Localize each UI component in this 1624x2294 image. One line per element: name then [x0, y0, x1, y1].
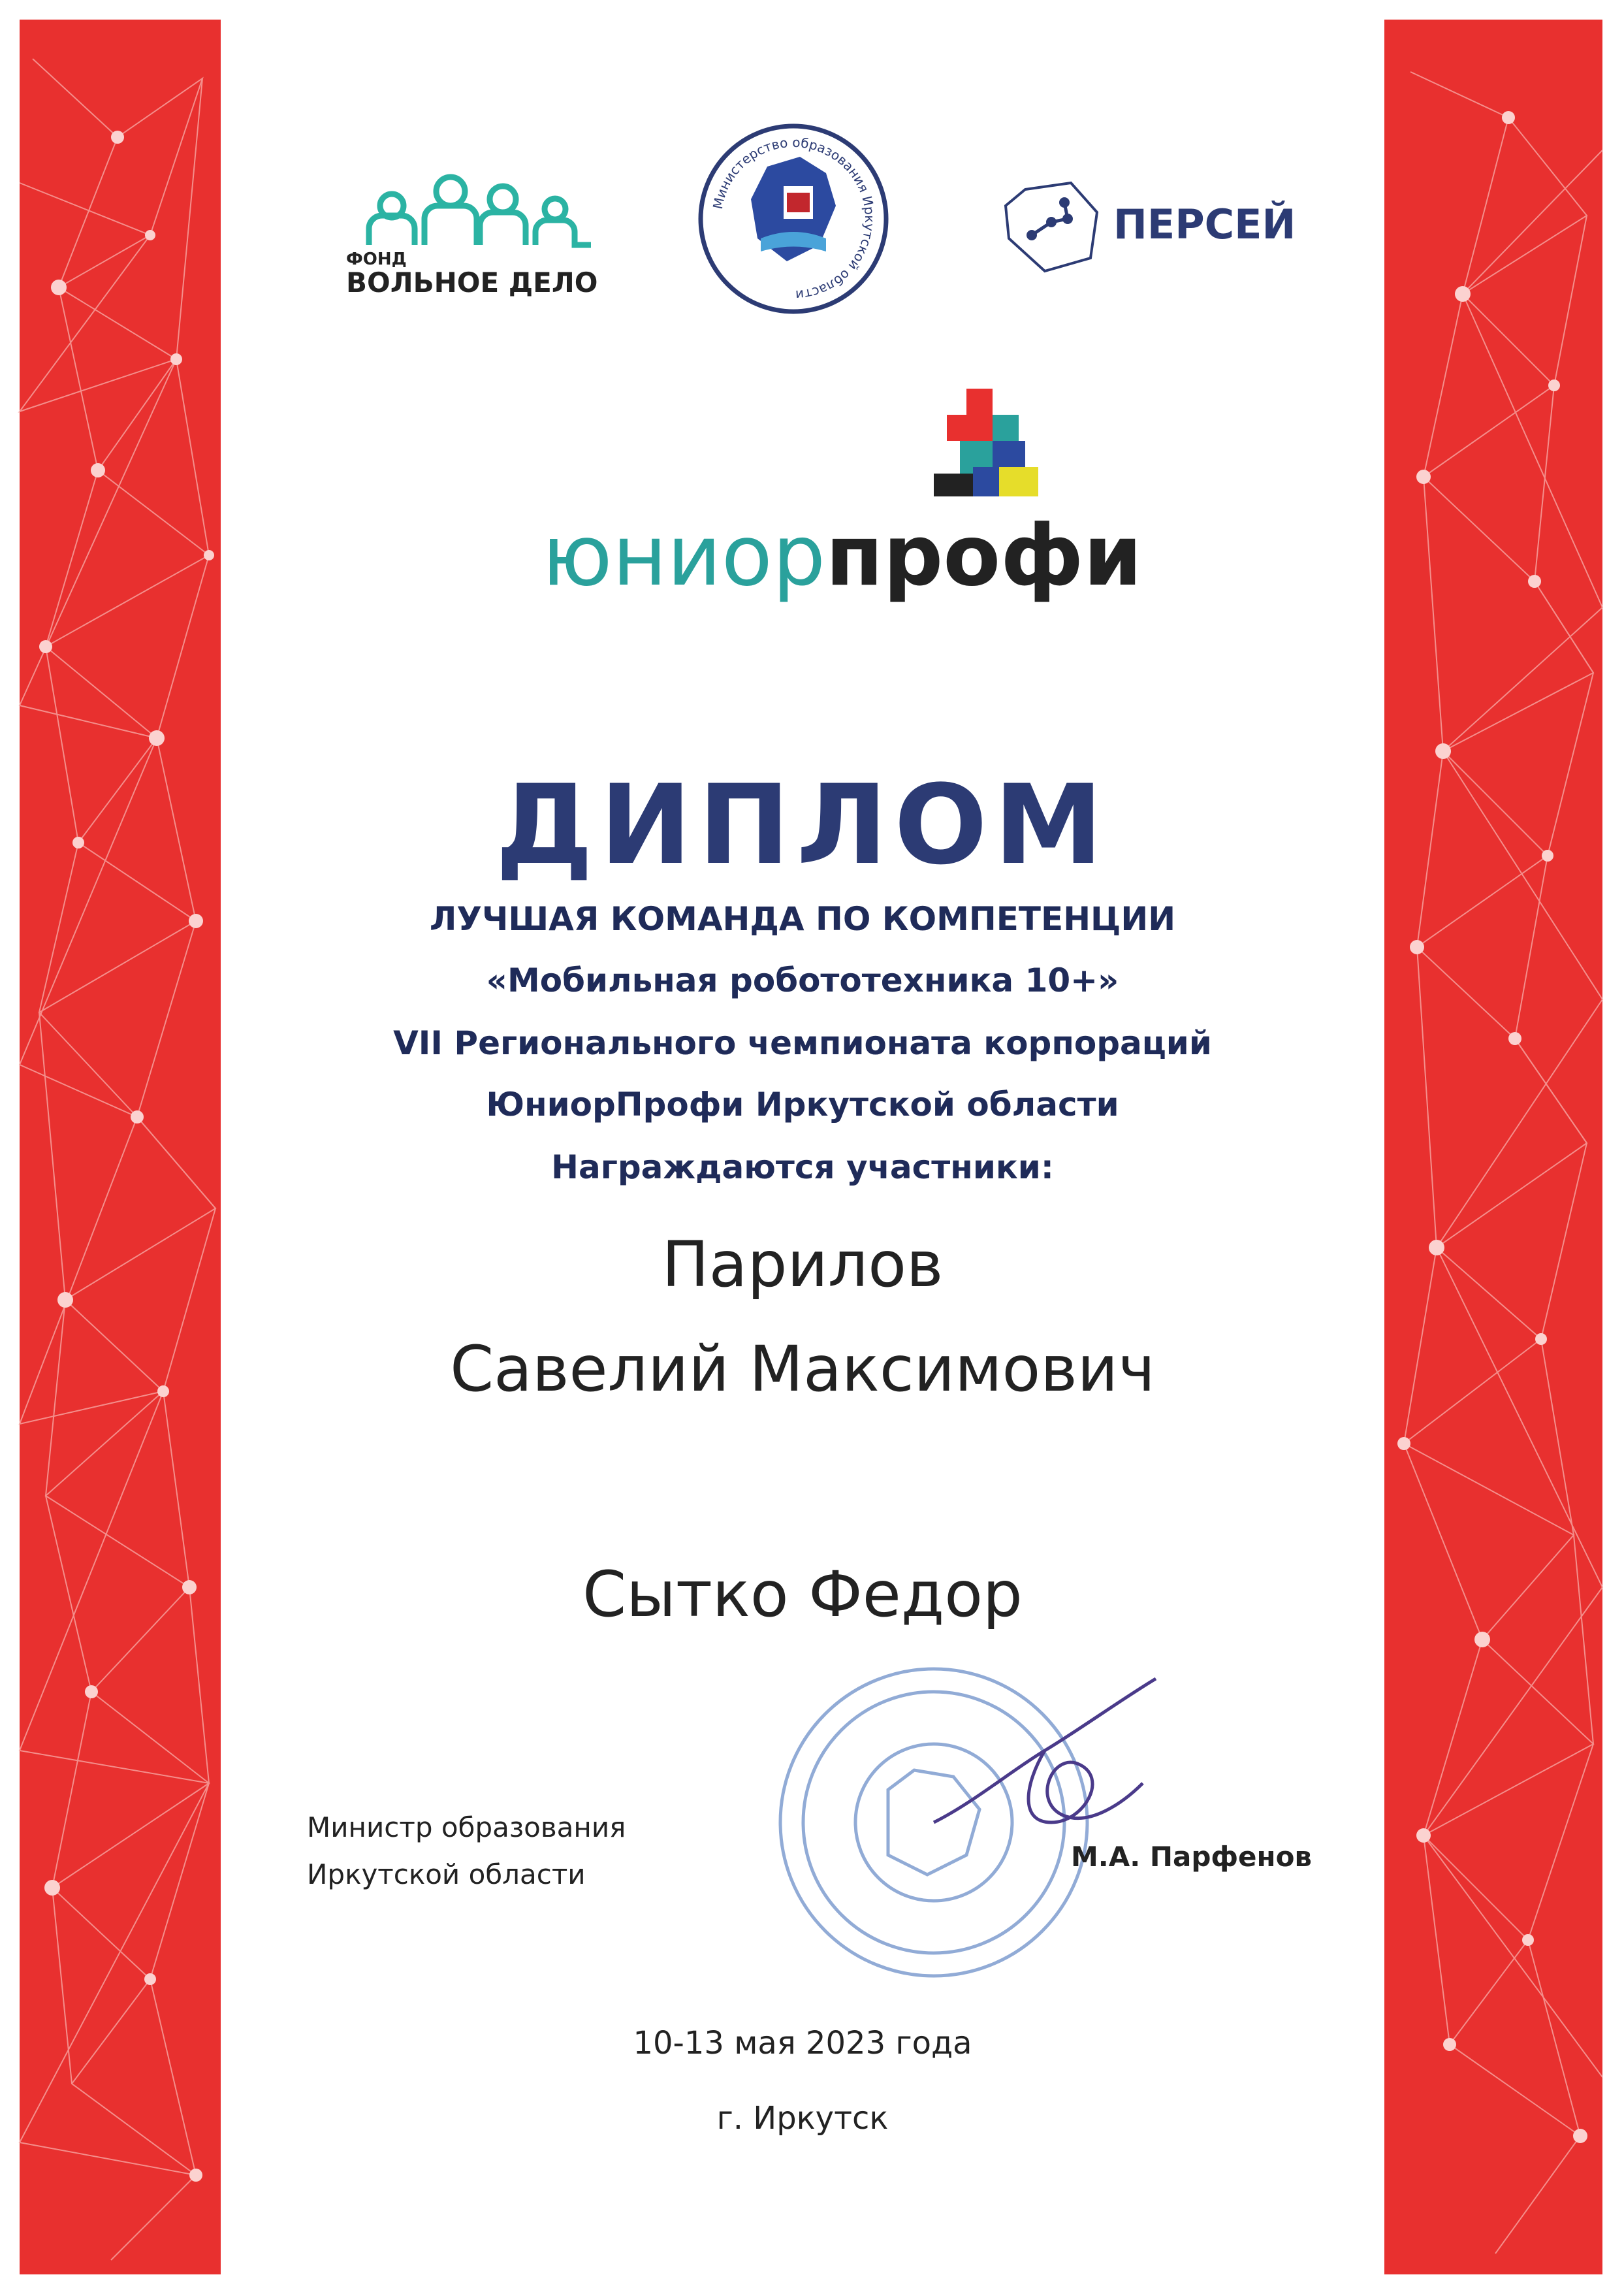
- network-pattern-right: [1384, 20, 1602, 2274]
- junior-part2: профи: [825, 508, 1142, 605]
- minister-title: [307, 1804, 626, 1898]
- persei-logo: [999, 173, 1306, 278]
- constellation-icon: [1006, 183, 1097, 271]
- minister-line-2: Иркутской области: [307, 1858, 586, 1890]
- signature: [914, 1672, 1162, 1862]
- participant-surname: Парилов: [661, 1228, 944, 1301]
- ministry-ring-text: Министерство образования Иркутской области: [709, 134, 878, 304]
- network-pattern-left: [20, 20, 221, 2274]
- event-place: г. Иркутск: [716, 2100, 889, 2137]
- award-line-5: Награждаются участники:: [551, 1148, 1054, 1186]
- junior-profi-logo: [542, 389, 1142, 605]
- blocks-icon: [934, 389, 1038, 496]
- award-line-3: VII Регионального чемпионата корпораций: [393, 1024, 1212, 1062]
- people-icon: [340, 173, 598, 299]
- volnoe-name: ВОЛЬНОЕ ДЕЛО: [346, 267, 598, 299]
- award-line-2: «Мобильная робототехника 10+»: [486, 961, 1119, 999]
- junior-part1: юниор: [542, 508, 826, 605]
- award-line-1: ЛУЧШАЯ КОМАНДА ПО КОМПЕТЕНЦИИ: [429, 900, 1176, 938]
- minister-name: М.А. Парфенов: [1071, 1841, 1312, 1873]
- ministry-emblem: [695, 121, 891, 317]
- participant-second: Сытко Федор: [582, 1558, 1023, 1631]
- participant-given-names: Савелий Максимович: [450, 1333, 1155, 1406]
- diploma-title: ДИПЛОМ: [495, 761, 1110, 889]
- event-date: 10-13 мая 2023 года: [633, 2025, 972, 2061]
- minister-line-1: Министр образования: [307, 1811, 626, 1843]
- left-decorative-border: [20, 20, 221, 2274]
- persei-name: ПЕРСЕЙ: [1113, 201, 1296, 248]
- volnoe-delo-logo: [340, 173, 598, 299]
- volnoe-prefix: ФОНД: [346, 250, 407, 269]
- award-line-4: ЮниорПрофи Иркутской области: [486, 1086, 1119, 1123]
- svg-text:юниорпрофи: [542, 508, 1142, 605]
- right-decorative-border: [1384, 20, 1602, 2274]
